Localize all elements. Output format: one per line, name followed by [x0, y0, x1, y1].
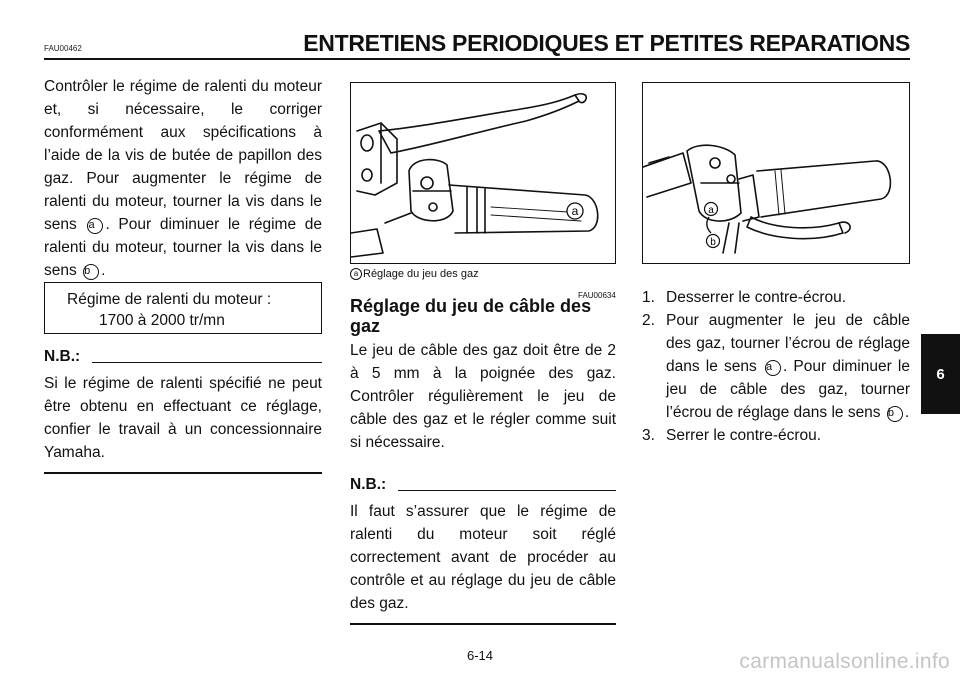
note-label: N.B.:	[350, 476, 387, 493]
list-item: 2. Pour augmenter le jeu de câble des gaz, tourner l’écrou de réglage dans le sens a . Pour diminuer le jeu de câble des gaz, tourner l’écrou de réglage dans le sens b .	[642, 312, 910, 421]
cable-section	[350, 296, 616, 454]
adjustment-steps	[642, 286, 910, 447]
chapter-tab: 6	[921, 334, 960, 414]
idle-speed-paragraph: Contrôler le régime de ralenti du moteur et, si nécessaire, le corriger conformément aux spécifications à l’aide de la vis de butée de papillon des gaz. Pour augmenter le régime de ralenti du moteur, tourner la vis dans le sens a . Pour diminuer le régime de ralenti du moteur, tourner la vis dans le sens b .	[44, 78, 322, 279]
list-item: 1. Desserrer le contre-écrou.	[642, 289, 847, 306]
idle-speed-spec-box	[44, 282, 322, 334]
marker-a: a	[87, 218, 103, 234]
spec-label: Régime de ralenti du moteur :	[67, 291, 272, 308]
note-end-rule	[44, 472, 322, 474]
figure-marker-b: b	[710, 237, 716, 248]
note-block-cable	[350, 473, 616, 625]
section-code-cable: FAU00634	[578, 291, 616, 300]
page-number: 6-14	[466, 648, 494, 663]
note-text: Si le régime de ralenti spécifié ne peut être obtenu en effectuant ce réglage, confier le travail à un concessionnaire Yamaha.	[44, 375, 322, 461]
note-block-idle	[44, 345, 322, 474]
section-title: Réglage du jeu de câble des gaz	[350, 296, 592, 336]
note-end-rule	[350, 623, 616, 625]
section-code: FAU00462	[44, 44, 82, 53]
throttle-lever-illustration	[351, 83, 615, 263]
steps-list	[642, 286, 910, 447]
header-rule	[44, 58, 910, 60]
figure-throttle-grip	[642, 82, 910, 264]
page-title: ENTRETIENS PERIODIQUES ET PETITES REPARATIONS	[303, 30, 910, 56]
figure-caption: a Réglage du jeu des gaz	[350, 268, 479, 280]
note-text: Il faut s’assurer que le régime de ralenti du moteur soit réglé correctement avant de procéder au contrôle et au réglage du jeu de câble des gaz.	[350, 503, 616, 612]
throttle-grip-illustration	[643, 83, 909, 263]
marker-b: b	[887, 406, 903, 422]
spec-value: 1700 à 2000 tr/mn	[99, 312, 225, 329]
figure-marker-a: a	[708, 205, 714, 216]
figure-throttle-lever	[350, 82, 616, 264]
watermark: carmanualsonline.info	[739, 650, 950, 673]
marker-b: b	[83, 264, 99, 280]
note-rule	[398, 490, 616, 492]
figure-marker-a: a	[571, 204, 579, 218]
note-label: N.B.:	[44, 348, 81, 365]
caption-marker-a: a	[350, 268, 362, 280]
marker-a: a	[765, 360, 781, 376]
note-rule	[92, 362, 322, 364]
list-item: 3. Serrer le contre-écrou.	[642, 427, 822, 444]
cable-paragraph: Le jeu de câble des gaz doit être de 2 à 5 mm à la poignée des gaz. Contrôler régulièrement le jeu de câble des gaz et le régler comme suit si nécessaire.	[350, 342, 616, 451]
